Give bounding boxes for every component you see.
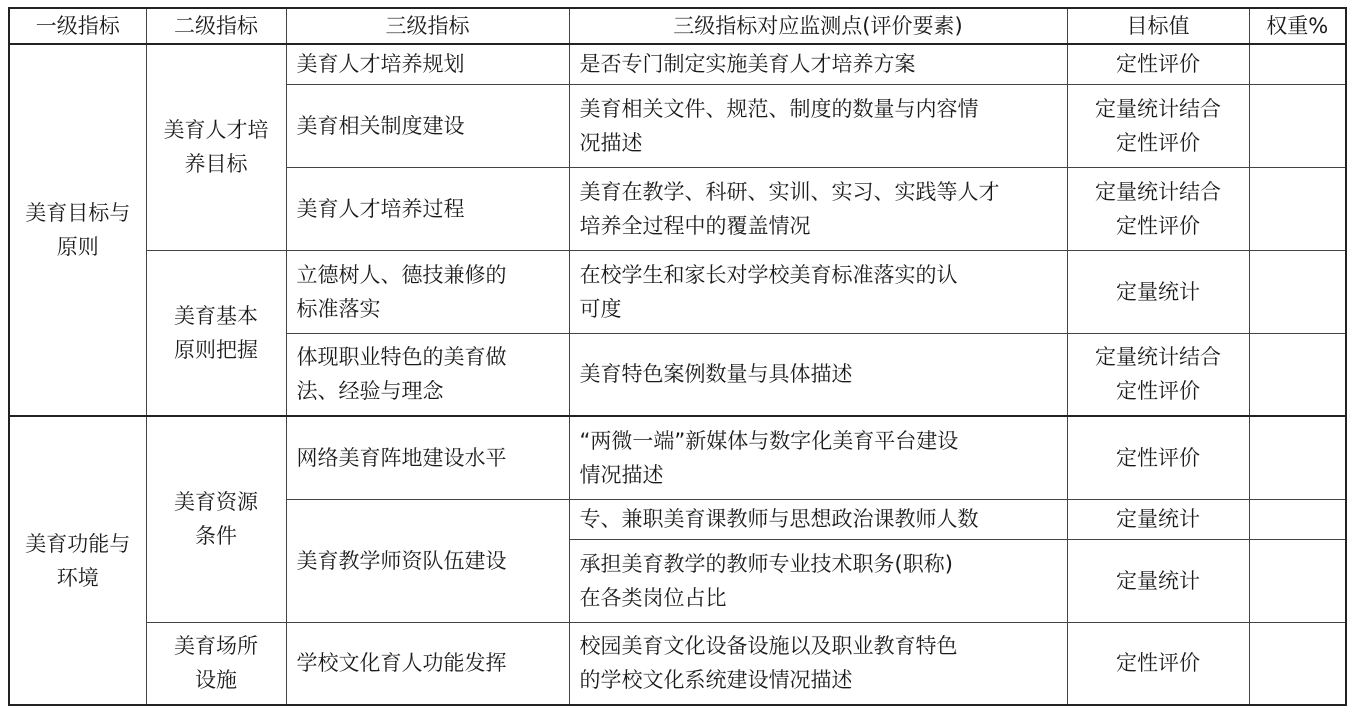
weight-cell xyxy=(1249,250,1346,333)
level1-text: 美育功能与环境 xyxy=(25,531,131,590)
weight-cell xyxy=(1249,84,1346,167)
target-value-cell xyxy=(1067,539,1249,622)
level1-cell xyxy=(9,44,146,416)
monitoring-point-cell xyxy=(569,416,1067,499)
header-level1: 一级指标 xyxy=(9,8,146,44)
level3-text: 美育人才培养规划 xyxy=(296,52,465,77)
level3-text: 美育人才培养过程 xyxy=(296,196,465,221)
level3-cell xyxy=(286,84,569,167)
header-weight: 权重% xyxy=(1249,8,1346,44)
target-value-text: 定性评价 xyxy=(1116,651,1200,676)
level3-text: 网络美育阵地建设水平 xyxy=(296,445,507,470)
monitoring-point-text: “两微一端”新媒体与数字化美育平台建设 情况描述 xyxy=(579,428,959,487)
target-value-text: 定量统计结合 定性评价 xyxy=(1095,179,1221,238)
target-value-text: 定量统计 xyxy=(1116,279,1200,304)
level2-text: 美育基本 原则把握 xyxy=(174,303,258,362)
monitoring-point-text: 校园美育文化设备设施以及职业教育特色 的学校文化系统建设情况描述 xyxy=(579,634,958,693)
level2-text: 美育场所 设施 xyxy=(174,634,258,693)
header-row xyxy=(9,8,1346,44)
level3-text: 立德树人、德技兼修的 标准落实 xyxy=(296,262,507,321)
level3-cell xyxy=(286,167,569,250)
target-value-cell xyxy=(1067,44,1249,84)
monitoring-point-text: 专、兼职美育课教师与思想政治课教师人数 xyxy=(579,507,979,531)
level2-cell xyxy=(146,44,286,250)
level3-text: 体现职业特色的美育做 法、经验与理念 xyxy=(296,345,507,404)
header-level2: 二级指标 xyxy=(146,8,286,44)
weight-cell xyxy=(1249,333,1346,416)
table-header xyxy=(9,8,1346,44)
monitoring-point-cell xyxy=(569,250,1067,333)
monitoring-point-cell xyxy=(569,44,1067,84)
target-value-text: 定性评价 xyxy=(1116,52,1200,77)
level3-cell xyxy=(286,44,569,84)
header-level3: 三级指标 xyxy=(286,8,569,44)
level2-text: 美育人才培养目标 xyxy=(163,118,269,177)
level3-text: 美育教学师资队伍建设 xyxy=(296,548,507,573)
weight-cell xyxy=(1249,416,1346,499)
monitoring-point-text: 美育特色案例数量与具体描述 xyxy=(579,362,853,387)
level3-cell xyxy=(286,250,569,333)
target-value-text: 定量统计 xyxy=(1116,507,1200,531)
monitoring-point-cell xyxy=(569,622,1067,705)
header-monitoring-point: 三级指标对应监测点(评价要素) xyxy=(569,8,1067,44)
monitoring-point-text: 是否专门制定实施美育人才培养方案 xyxy=(579,52,916,77)
target-value-cell xyxy=(1067,167,1249,250)
monitoring-point-text: 美育相关文件、规范、制度的数量与内容情 况描述 xyxy=(579,96,979,155)
table-row xyxy=(9,416,1346,499)
weight-cell xyxy=(1249,44,1346,84)
evaluation-indicator-table xyxy=(8,7,1347,706)
target-value-text: 定性评价 xyxy=(1116,445,1200,470)
table-row xyxy=(9,622,1346,705)
target-value-cell xyxy=(1067,250,1249,333)
level3-text: 美育相关制度建设 xyxy=(296,113,465,138)
target-value-cell xyxy=(1067,499,1249,539)
level1-text: 美育目标与原则 xyxy=(25,201,131,259)
target-value-cell xyxy=(1067,333,1249,416)
target-value-text: 定量统计 xyxy=(1116,568,1200,593)
weight-cell xyxy=(1249,499,1346,539)
level2-cell xyxy=(146,622,286,705)
weight-cell xyxy=(1249,167,1346,250)
target-value-cell xyxy=(1067,416,1249,499)
monitoring-point-cell xyxy=(569,499,1067,539)
level2-cell xyxy=(146,416,286,622)
table-row xyxy=(9,250,1346,333)
table-row xyxy=(9,44,1346,84)
level1-cell xyxy=(9,416,146,705)
monitoring-point-cell xyxy=(569,539,1067,622)
monitoring-point-text: 承担美育教学的教师专业技术职务(职称) 在各类岗位占比 xyxy=(579,551,953,610)
weight-cell xyxy=(1249,622,1346,705)
level3-cell xyxy=(286,622,569,705)
level3-text: 学校文化育人功能发挥 xyxy=(296,651,507,676)
header-target-value: 目标值 xyxy=(1067,8,1249,44)
monitoring-point-text: 在校学生和家长对学校美育标准落实的认 可度 xyxy=(579,262,958,321)
weight-cell xyxy=(1249,539,1346,622)
monitoring-point-cell xyxy=(569,333,1067,416)
table-body xyxy=(9,44,1346,705)
level2-cell xyxy=(146,250,286,416)
target-value-text: 定量统计结合 定性评价 xyxy=(1095,345,1221,404)
target-value-text: 定量统计结合 定性评价 xyxy=(1095,96,1221,155)
monitoring-point-cell xyxy=(569,167,1067,250)
target-value-cell xyxy=(1067,84,1249,167)
monitoring-point-text: 美育在教学、科研、实训、实习、实践等人才 培养全过程中的覆盖情况 xyxy=(579,179,1000,238)
level3-cell xyxy=(286,499,569,622)
level3-cell xyxy=(286,416,569,499)
level2-text: 美育资源 条件 xyxy=(174,490,258,549)
monitoring-point-cell xyxy=(569,84,1067,167)
level3-cell xyxy=(286,333,569,416)
target-value-cell xyxy=(1067,622,1249,705)
